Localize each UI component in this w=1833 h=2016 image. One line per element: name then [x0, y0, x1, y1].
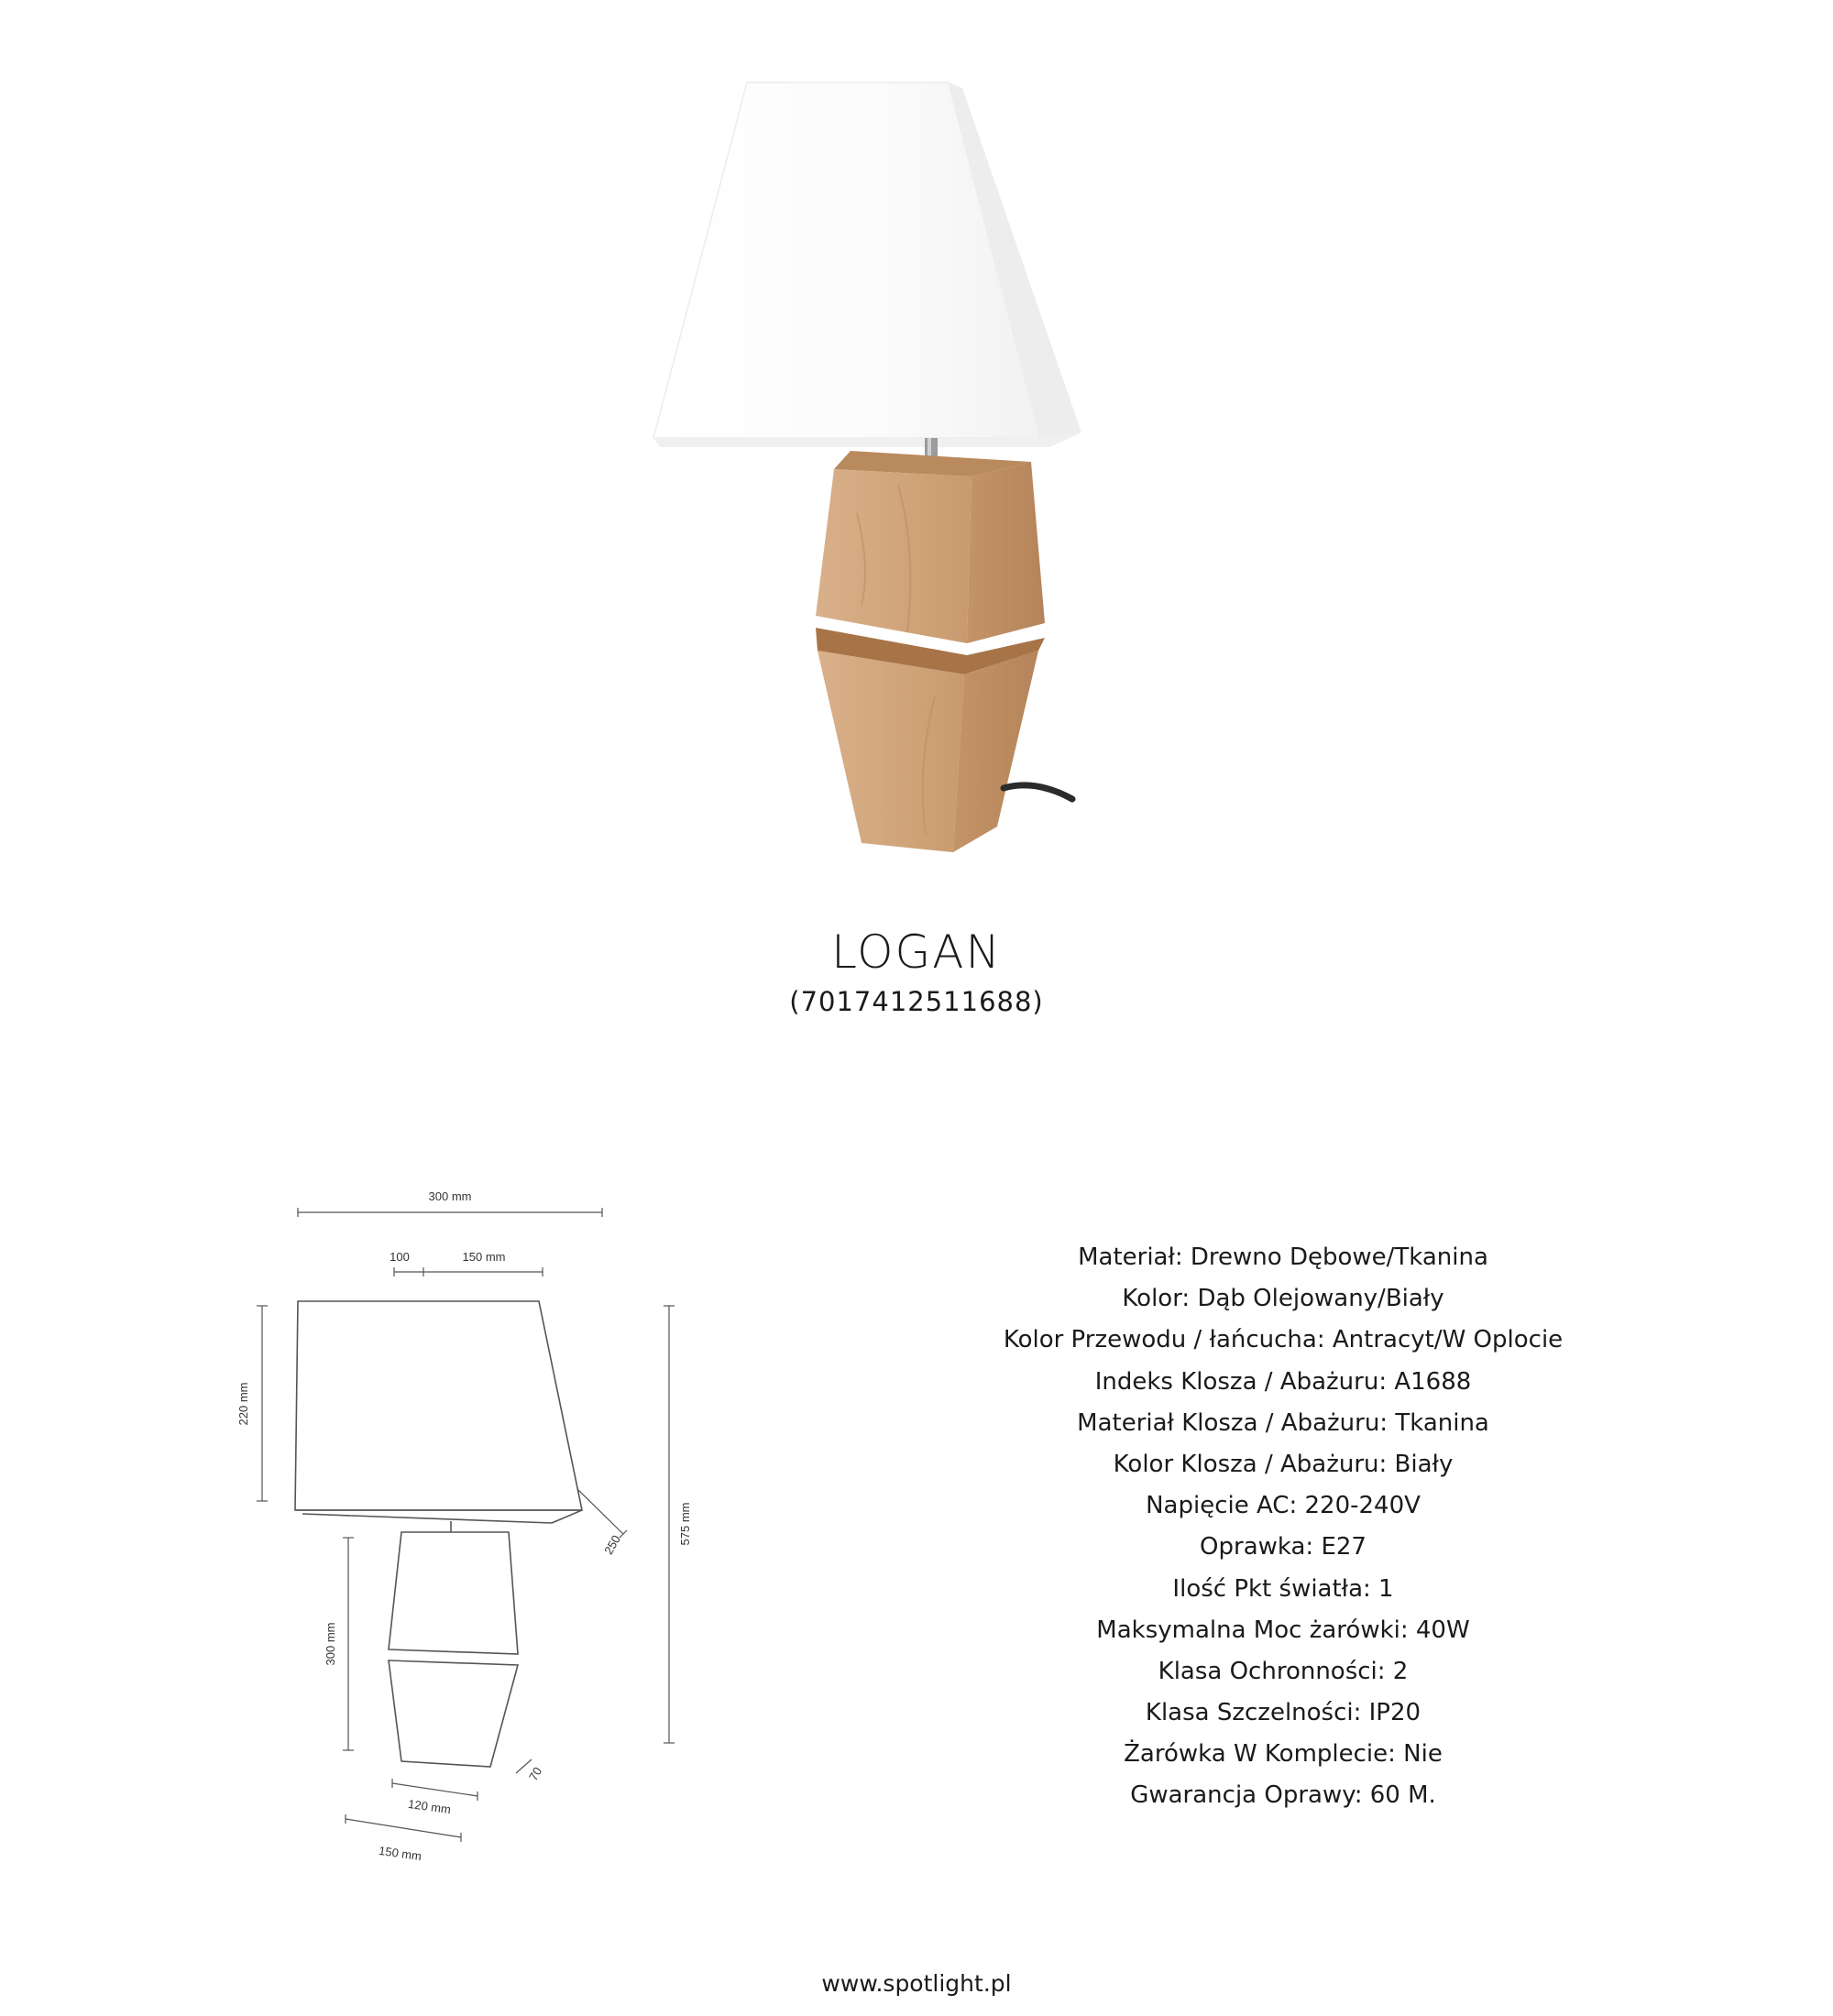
- dim-shade-height: 220 mm: [236, 1382, 250, 1426]
- dim-total-height: 575 mm: [678, 1502, 692, 1546]
- spec-item: Ilość Pkt światła: 1: [1172, 1574, 1394, 1603]
- lamp-outline: [295, 1301, 582, 1767]
- lamp-base: [816, 451, 1072, 852]
- spec-item: Klasa Szczelności: IP20: [1145, 1699, 1421, 1727]
- spec-item: Napięcie AC: 220-240V: [1146, 1492, 1421, 1520]
- spec-item: Indeks Klosza / Abażuru: A1688: [1094, 1367, 1472, 1396]
- dim-base-depth: 70: [525, 1764, 545, 1783]
- spec-item: Kolor Klosza / Abażuru: Biały: [1113, 1450, 1454, 1478]
- spec-item: Kolor: Dąb Olejowany/Biały: [1122, 1285, 1444, 1313]
- spec-item: Kolor Przewodu / łańcucha: Antracyt/W Oplocie: [1003, 1326, 1564, 1354]
- spec-item: Oprawka: E27: [1200, 1533, 1367, 1561]
- dim-shade-depth: 250: [601, 1532, 624, 1557]
- dim-base-width: 150 mm: [378, 1843, 423, 1864]
- spec-item: Materiał Klosza / Abażuru: Tkanina: [1077, 1408, 1489, 1437]
- spec-list: [916, 1237, 1650, 1817]
- dim-base-height: 300 mm: [324, 1622, 337, 1666]
- product-code: (7017412511688): [789, 986, 1044, 1017]
- spec-item: Gwarancja Oprawy: 60 M.: [1130, 1781, 1436, 1810]
- spec-item: Żarówka W Komplecie: Nie: [1124, 1740, 1443, 1769]
- dim-top-left: 100: [390, 1250, 410, 1264]
- spec-item: Maksymalna Moc żarówki: 40W: [1096, 1616, 1470, 1644]
- dim-total-width: 300 mm: [428, 1189, 472, 1203]
- lamp-shade: [653, 82, 1081, 447]
- dimension-lines: [257, 1208, 675, 1842]
- dim-top-right: 150 mm: [462, 1250, 506, 1264]
- spec-item: Klasa Ochronności: 2: [1158, 1657, 1409, 1685]
- dim-base-bottom: 120 mm: [407, 1796, 452, 1817]
- product-title: LOGAN: [831, 926, 1002, 979]
- spec-item: Materiał: Drewno Dębowe/Tkanina: [1078, 1244, 1488, 1271]
- dimension-drawing: [220, 1164, 733, 1879]
- product-photo: [642, 55, 1210, 880]
- website-link[interactable]: www.spotlight.pl: [821, 1970, 1012, 1997]
